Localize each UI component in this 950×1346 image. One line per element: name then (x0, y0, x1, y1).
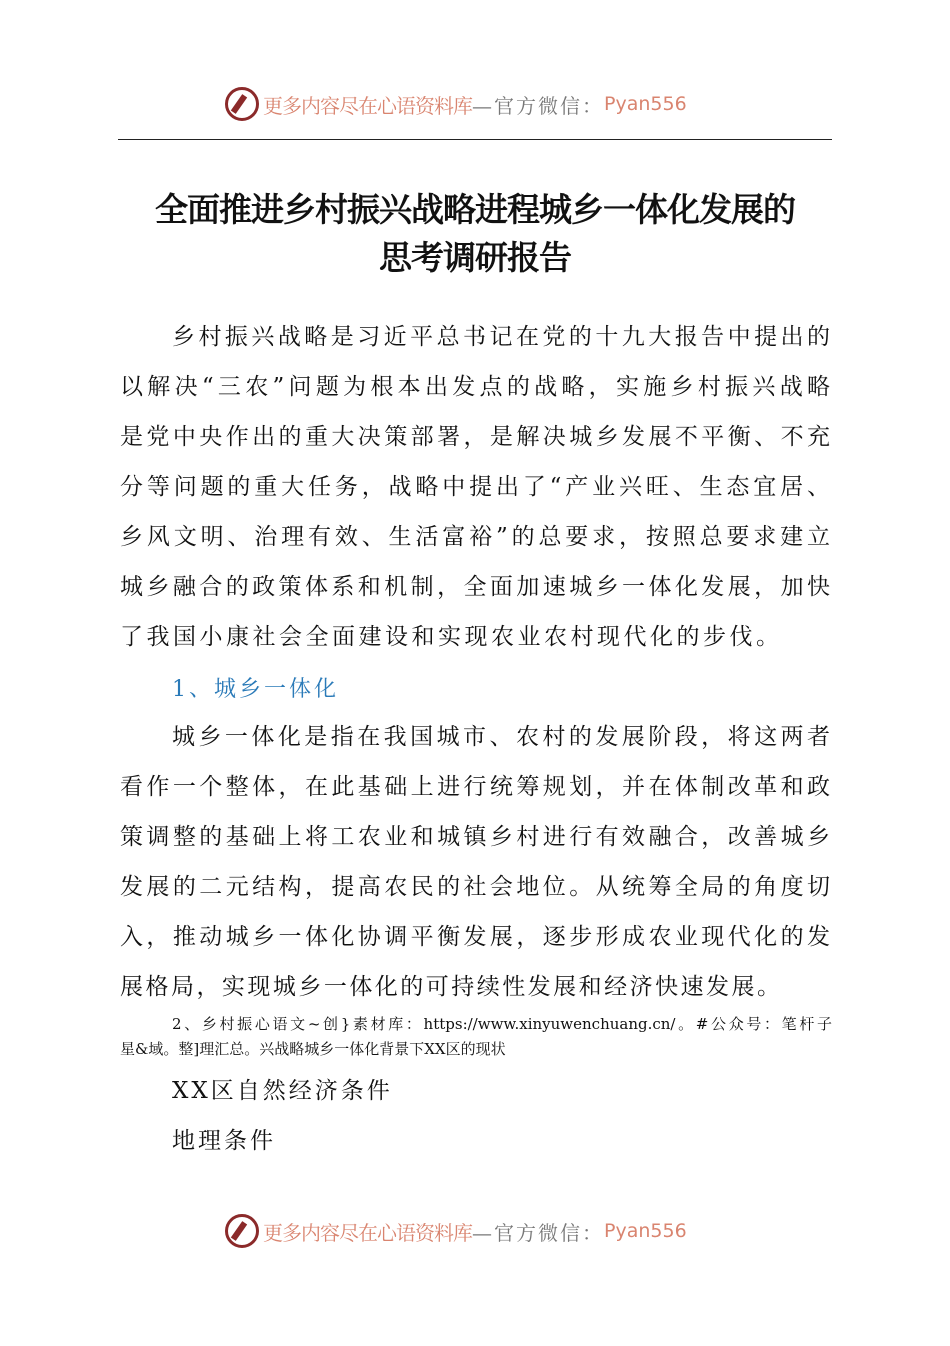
para1-line: 以解决“三农”问题为根本出发点的战略，实施乡村振兴战略 (120, 374, 830, 400)
pen-logo-icon (225, 1214, 259, 1248)
title-line: 思考调研报告 (379, 238, 571, 277)
para2-line: 入，推动城乡一体化协调平衡发展，逐步形成农业现代化的发 (120, 924, 830, 950)
header-watermark (225, 84, 725, 124)
para1-line: 乡村振兴战略是习近平总书记在党的十九大报告中提出的 (172, 324, 830, 350)
title-line: 全面推进乡村振兴战略进程城乡一体化发展的 (155, 190, 795, 229)
para2-line: 发展的二元结构，提高农民的社会地位。从统筹全局的角度切 (120, 874, 830, 900)
pen-logo-icon (225, 87, 259, 121)
para2-line: 展格局，实现城乡一体化的可持续性发展和经济快速发展。 (120, 974, 780, 1000)
subheading-geography: 地理条件 (172, 1128, 276, 1154)
source-note (120, 1012, 832, 1062)
subheading-natural-economy: XX区自然经济条件 (172, 1078, 393, 1104)
para2-line: 城乡一体化是指在我国城市、农村的发展阶段，将这两者 (172, 724, 830, 750)
watermark-text: 更多内容尽在心语资料库 (263, 1220, 472, 1245)
footer-watermark (225, 1211, 725, 1251)
para2-line: 策调整的基础上将工农业和城镇乡村进行有效融合，改善城乡 (120, 824, 830, 850)
watermark-wechat-label: —官方微信： (472, 93, 604, 118)
watermark-wechat-label: —官方微信： (472, 1220, 604, 1245)
watermark-text: 更多内容尽在心语资料库 (263, 93, 472, 118)
para1-line: 是党中央作出的重大决策部署，是解决城乡发展不平衡、不充 (120, 424, 830, 450)
watermark-wechat-id: Pyan556 (604, 93, 687, 115)
watermark-wechat-id: Pyan556 (604, 1220, 687, 1242)
source-note-line: 星&域。整]理汇总。兴战略城乡一体化背景下XX区的现状 (120, 1040, 506, 1058)
para1-line: 乡风文明、治理有效、生活富裕”的总要求，按照总要求建立 (120, 524, 830, 550)
section-heading: 1、城乡一体化 (172, 677, 339, 702)
para1-line: 城乡融合的政策体系和机制，全面加速城乡一体化发展，加快 (120, 574, 830, 600)
para1-line: 分等问题的重大任务，战略中提出了“产业兴旺、生态宜居、 (120, 474, 830, 500)
source-note-line: 2、乡村振心语文~创}素材库：https://www.xinyuwenchuang.cn/。#公众号：笔杆子 (172, 1015, 832, 1033)
document-title (100, 186, 850, 282)
para1-line: 了我国小康社会全面建设和实现农业农村现代化的步伐。 (120, 624, 783, 650)
header-divider (118, 139, 832, 140)
para2-line: 看作一个整体，在此基础上进行统筹规划，并在体制改革和政 (120, 774, 830, 800)
